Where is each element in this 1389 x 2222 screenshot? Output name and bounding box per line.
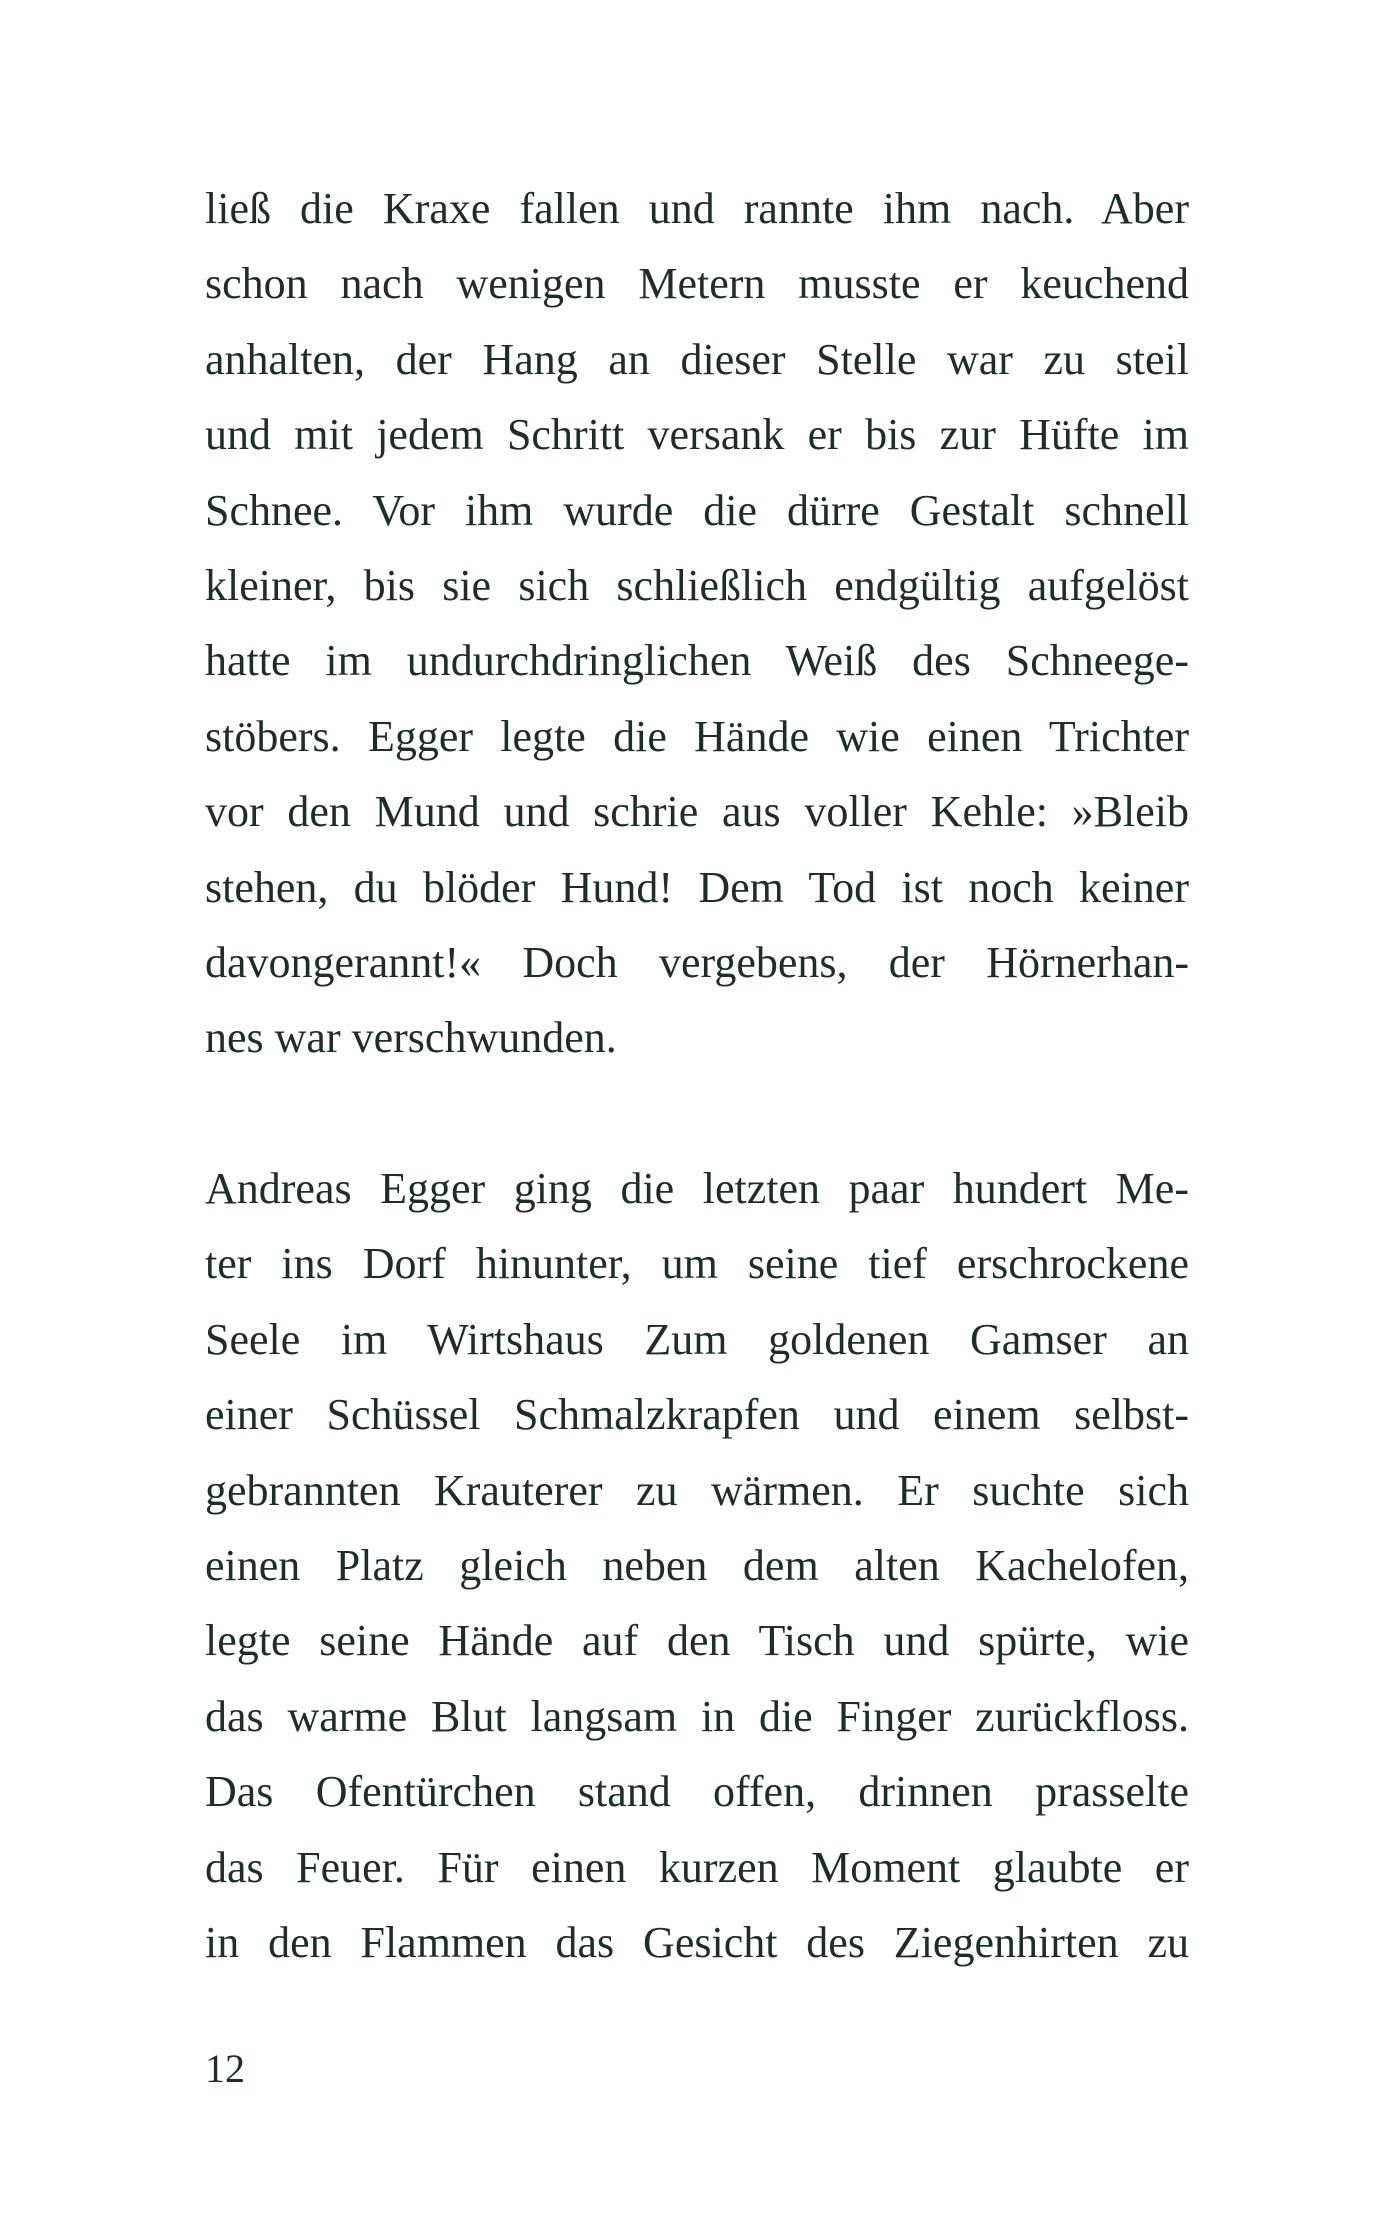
text-line: nes war verschwunden. [205, 1013, 617, 1063]
page-body [205, 171, 1189, 1980]
text-line: anhalten, der Hang an dieser Stelle war zu steil [205, 334, 1189, 384]
text-line: das Feuer. Für einen kurzen Moment glaubte er [205, 1842, 1189, 1892]
text-line: kleiner, bis sie sich schließlich endgültig aufgelöst [205, 560, 1189, 610]
text-line: einer Schüssel Schmalzkrapfen und einem selbst- [205, 1390, 1189, 1440]
text-line: stöbers. Egger legte die Hände wie einen Trichter [205, 711, 1189, 761]
text-line: davongerannt!« Doch vergebens, der Hörnerhan- [205, 937, 1189, 987]
text-line: in den Flammen das Gesicht des Ziegenhirten zu [205, 1917, 1189, 1967]
page-number: 12 [205, 2046, 245, 2091]
text-line: einen Platz gleich neben dem alten Kachelofen, [205, 1541, 1189, 1591]
text-line: legte seine Hände auf den Tisch und spürte, wie [205, 1616, 1189, 1666]
text-line: Das Ofentürchen stand offen, drinnen prasselte [205, 1767, 1189, 1817]
paragraph-gap [205, 1076, 1189, 1151]
text-line: schon nach wenigen Metern musste er keuchend [205, 259, 1189, 309]
text-line: stehen, du blöder Hund! Dem Tod ist noch keiner [205, 862, 1189, 912]
text-line: ter ins Dorf hinunter, um seine tief erschrockene [205, 1239, 1189, 1289]
text-line: gebrannten Krauterer zu wärmen. Er suchte sich [205, 1465, 1189, 1515]
paragraph [205, 171, 1189, 1076]
text-line: ließ die Kraxe fallen und rannte ihm nach. Aber [205, 184, 1189, 233]
text-line: Schnee. Vor ihm wurde die dürre Gestalt schnell [205, 485, 1189, 535]
text-line: und mit jedem Schritt versank er bis zur Hüfte im [205, 410, 1189, 460]
text-line: hatte im undurchdringlichen Weiß des Schneege- [205, 636, 1189, 686]
text-line: Andreas Egger ging die letzten paar hundert Me- [205, 1164, 1189, 1214]
text-line: vor den Mund und schrie aus voller Kehle: »Bleib [205, 787, 1189, 837]
paragraph [205, 1151, 1189, 1980]
text-line: Seele im Wirtshaus Zum goldenen Gamser an [205, 1314, 1189, 1364]
text-line: das warme Blut langsam in die Finger zurückfloss. [205, 1691, 1189, 1741]
